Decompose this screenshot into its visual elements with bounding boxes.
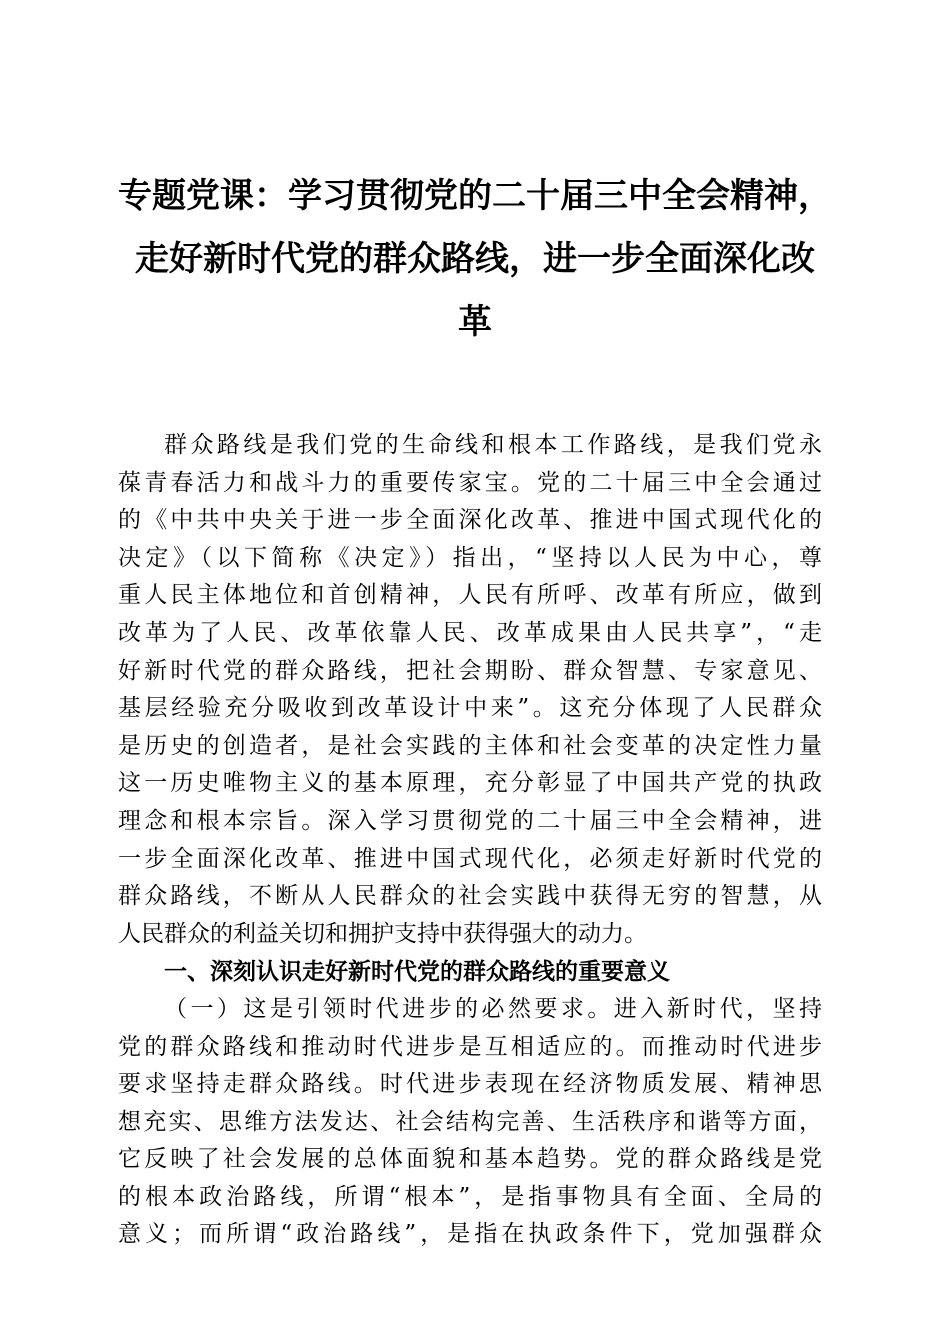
title-line-1: 专题党课：学习贯彻党的二十届三中全会精神， [118, 176, 832, 216]
paragraph-line: 葆青春活力和战斗力的重要传家宝。党的二十届三中全会通过 [118, 469, 822, 496]
paragraph-line: 重人民主体地位和首创精神，人民有所呼、改革有所应，做到 [118, 582, 822, 609]
paragraph-line: 人民群众的利益关切和拥护支持中获得强大的动力。 [118, 920, 647, 947]
paragraph-line: 它反映了社会发展的总体面貌和基本趋势。党的群众路线是党 [118, 1146, 822, 1173]
document-title [118, 165, 832, 354]
paragraph-line: 基层经验充分吸收到改革设计中来”。这充分体现了人民群众 [118, 695, 822, 722]
paragraph-line: 好新时代党的群众路线，把社会期盼、群众智慧、专家意见、 [118, 657, 822, 684]
paragraph-line: 的根本政治路线，所谓“根本”，是指事物具有全面、全局的 [118, 1183, 822, 1210]
section-heading: 一、深刻认识走好新时代党的群众路线的重要意义 [164, 958, 670, 986]
paragraph-line: 的《中共中央关于进一步全面深化改革、推进中国式现代化的 [118, 507, 822, 534]
title-line-2: 走好新时代党的群众路线，进一步全面深化改 [135, 239, 815, 279]
paragraph-line: 改革为了人民、改革依靠人民、改革成果由人民共享”，“走 [118, 619, 822, 646]
paragraph-line: 是历史的创造者，是社会实践的主体和社会变革的决定性力量 [118, 732, 822, 759]
paragraph-intro [118, 427, 822, 953]
paragraph-line: 想充实、思维方法发达、社会结构完善、生活秩序和谐等方面， [118, 1108, 822, 1135]
paragraph-line: 理念和根本宗旨。深入学习贯彻党的二十届三中全会精神，进 [118, 807, 822, 834]
paragraph-line: 决定》（以下简称《决定》）指出，“坚持以人民为中心，尊 [118, 544, 822, 571]
document-body [118, 427, 822, 1254]
paragraph-line: （一）这是引领时代进步的必然要求。进入新时代，坚持 [164, 995, 822, 1022]
paragraph-line: 一步全面深化改革、推进中国式现代化，必须走好新时代党的 [118, 845, 822, 872]
title-line-3: 革 [458, 302, 492, 342]
paragraph-line: 这一历史唯物主义的基本原理，充分彰显了中国共产党的执政 [118, 770, 822, 797]
paragraph-line: 要求坚持走群众路线。时代进步表现在经济物质发展、精神思 [118, 1071, 822, 1098]
paragraph-line: 群众路线是我们党的生命线和根本工作路线，是我们党永 [164, 432, 822, 458]
paragraph-line: 意义；而所谓“政治路线”，是指在执政条件下，党加强群众 [118, 1221, 822, 1248]
paragraph-section-1-1 [118, 991, 822, 1254]
paragraph-line: 群众路线，不断从人民群众的社会实践中获得无穷的智慧，从 [118, 883, 822, 910]
paragraph-line: 党的群众路线和推动时代进步是互相适应的。而推动时代进步 [118, 1033, 822, 1060]
